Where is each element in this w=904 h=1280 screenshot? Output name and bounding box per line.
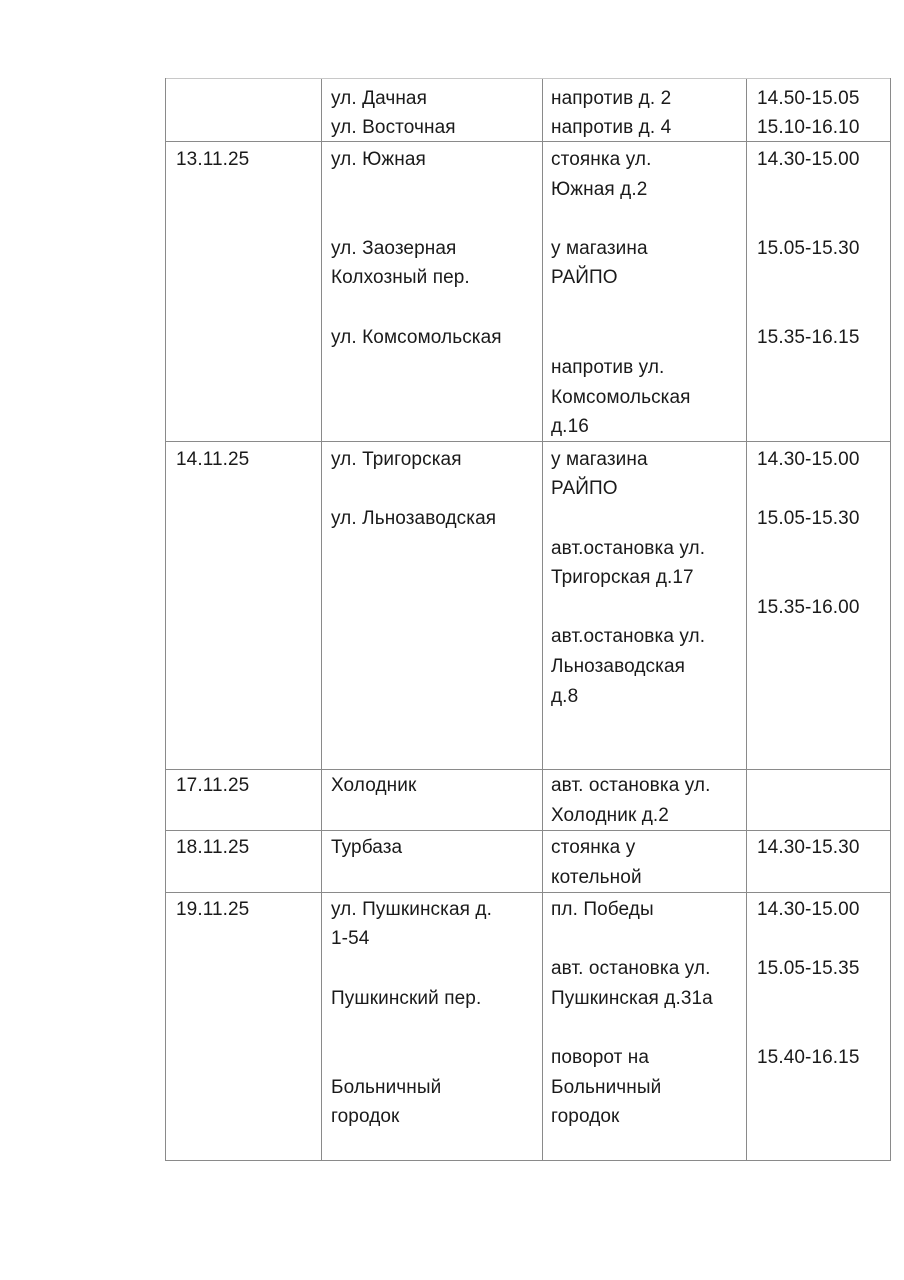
time-cell: 15.35-16.15 bbox=[757, 327, 860, 348]
location-cell: пл. Победы bbox=[551, 899, 654, 920]
location-cell: д.8 bbox=[551, 686, 579, 707]
date-cell: 14.11.25 bbox=[176, 449, 250, 470]
street-cell: ул. Дачная bbox=[331, 88, 427, 109]
location-cell: Больничный bbox=[551, 1077, 662, 1098]
date-cell: 17.11.25 bbox=[176, 775, 250, 796]
location-cell: Пушкинская д.31а bbox=[551, 988, 713, 1009]
table-row bbox=[166, 442, 890, 770]
location-cell: авт.остановка ул. bbox=[551, 538, 706, 559]
schedule-table bbox=[165, 78, 891, 1161]
street-cell: ул. Комсомольская bbox=[331, 327, 502, 348]
time-cell: 14.50-15.05 bbox=[757, 88, 860, 109]
location-cell: Льнозаводская bbox=[551, 656, 685, 677]
location-cell: городок bbox=[551, 1106, 620, 1127]
street-cell: ул. Заозерная bbox=[331, 238, 457, 259]
date-cell: 19.11.25 bbox=[176, 899, 250, 920]
time-cell: 15.05-15.30 bbox=[757, 238, 860, 259]
time-cell: 15.10-16.10 bbox=[757, 117, 860, 138]
time-cell: 15.05-15.30 bbox=[757, 508, 860, 529]
street-cell: ул. Восточная bbox=[331, 117, 456, 138]
table-row bbox=[166, 893, 890, 1161]
table-row bbox=[166, 770, 890, 831]
street-cell: Пушкинский пер. bbox=[331, 988, 482, 1009]
location-cell: стоянка у bbox=[551, 837, 636, 858]
time-cell: 14.30-15.30 bbox=[757, 837, 860, 858]
street-cell: Холодник bbox=[331, 775, 417, 796]
time-cell: 15.35-16.00 bbox=[757, 597, 860, 618]
location-cell: авт. остановка ул. bbox=[551, 775, 711, 796]
time-cell: 14.30-15.00 bbox=[757, 149, 860, 170]
location-cell: Тригорская д.17 bbox=[551, 567, 694, 588]
location-cell: РАЙПО bbox=[551, 478, 618, 499]
location-cell: у магазина bbox=[551, 238, 648, 259]
location-cell: напротив д. 4 bbox=[551, 117, 672, 138]
time-cell: 14.30-15.00 bbox=[757, 449, 860, 470]
street-cell: Турбаза bbox=[331, 837, 403, 858]
location-cell: РАЙПО bbox=[551, 267, 618, 288]
location-cell: Комсомольская bbox=[551, 387, 691, 408]
table-row bbox=[166, 142, 890, 442]
street-cell: городок bbox=[331, 1106, 400, 1127]
time-cell: 15.40-16.15 bbox=[757, 1047, 860, 1068]
location-cell: стоянка ул. bbox=[551, 149, 652, 170]
street-cell: ул. Льнозаводская bbox=[331, 508, 497, 529]
location-cell: Холодник д.2 bbox=[551, 805, 669, 826]
time-cell: 14.30-15.00 bbox=[757, 899, 860, 920]
location-cell: д.16 bbox=[551, 416, 589, 437]
street-cell: ул. Тригорская bbox=[331, 449, 462, 470]
street-cell: Больничный bbox=[331, 1077, 442, 1098]
street-cell: ул. Пушкинская д. bbox=[331, 899, 492, 920]
location-cell: авт. остановка ул. bbox=[551, 958, 711, 979]
location-cell: у магазина bbox=[551, 449, 648, 470]
table-row bbox=[166, 78, 890, 142]
street-cell: ул. Южная bbox=[331, 149, 426, 170]
date-cell: 13.11.25 bbox=[176, 149, 250, 170]
street-cell: 1-54 bbox=[331, 928, 370, 949]
location-cell: напротив д. 2 bbox=[551, 88, 672, 109]
time-cell: 15.05-15.35 bbox=[757, 958, 860, 979]
location-cell: Южная д.2 bbox=[551, 179, 648, 200]
street-cell: Колхозный пер. bbox=[331, 267, 470, 288]
location-cell: авт.остановка ул. bbox=[551, 626, 706, 647]
location-cell: поворот на bbox=[551, 1047, 650, 1068]
table-row bbox=[166, 831, 890, 893]
location-cell: напротив ул. bbox=[551, 357, 665, 378]
date-cell: 18.11.25 bbox=[176, 837, 250, 858]
location-cell: котельной bbox=[551, 867, 642, 888]
